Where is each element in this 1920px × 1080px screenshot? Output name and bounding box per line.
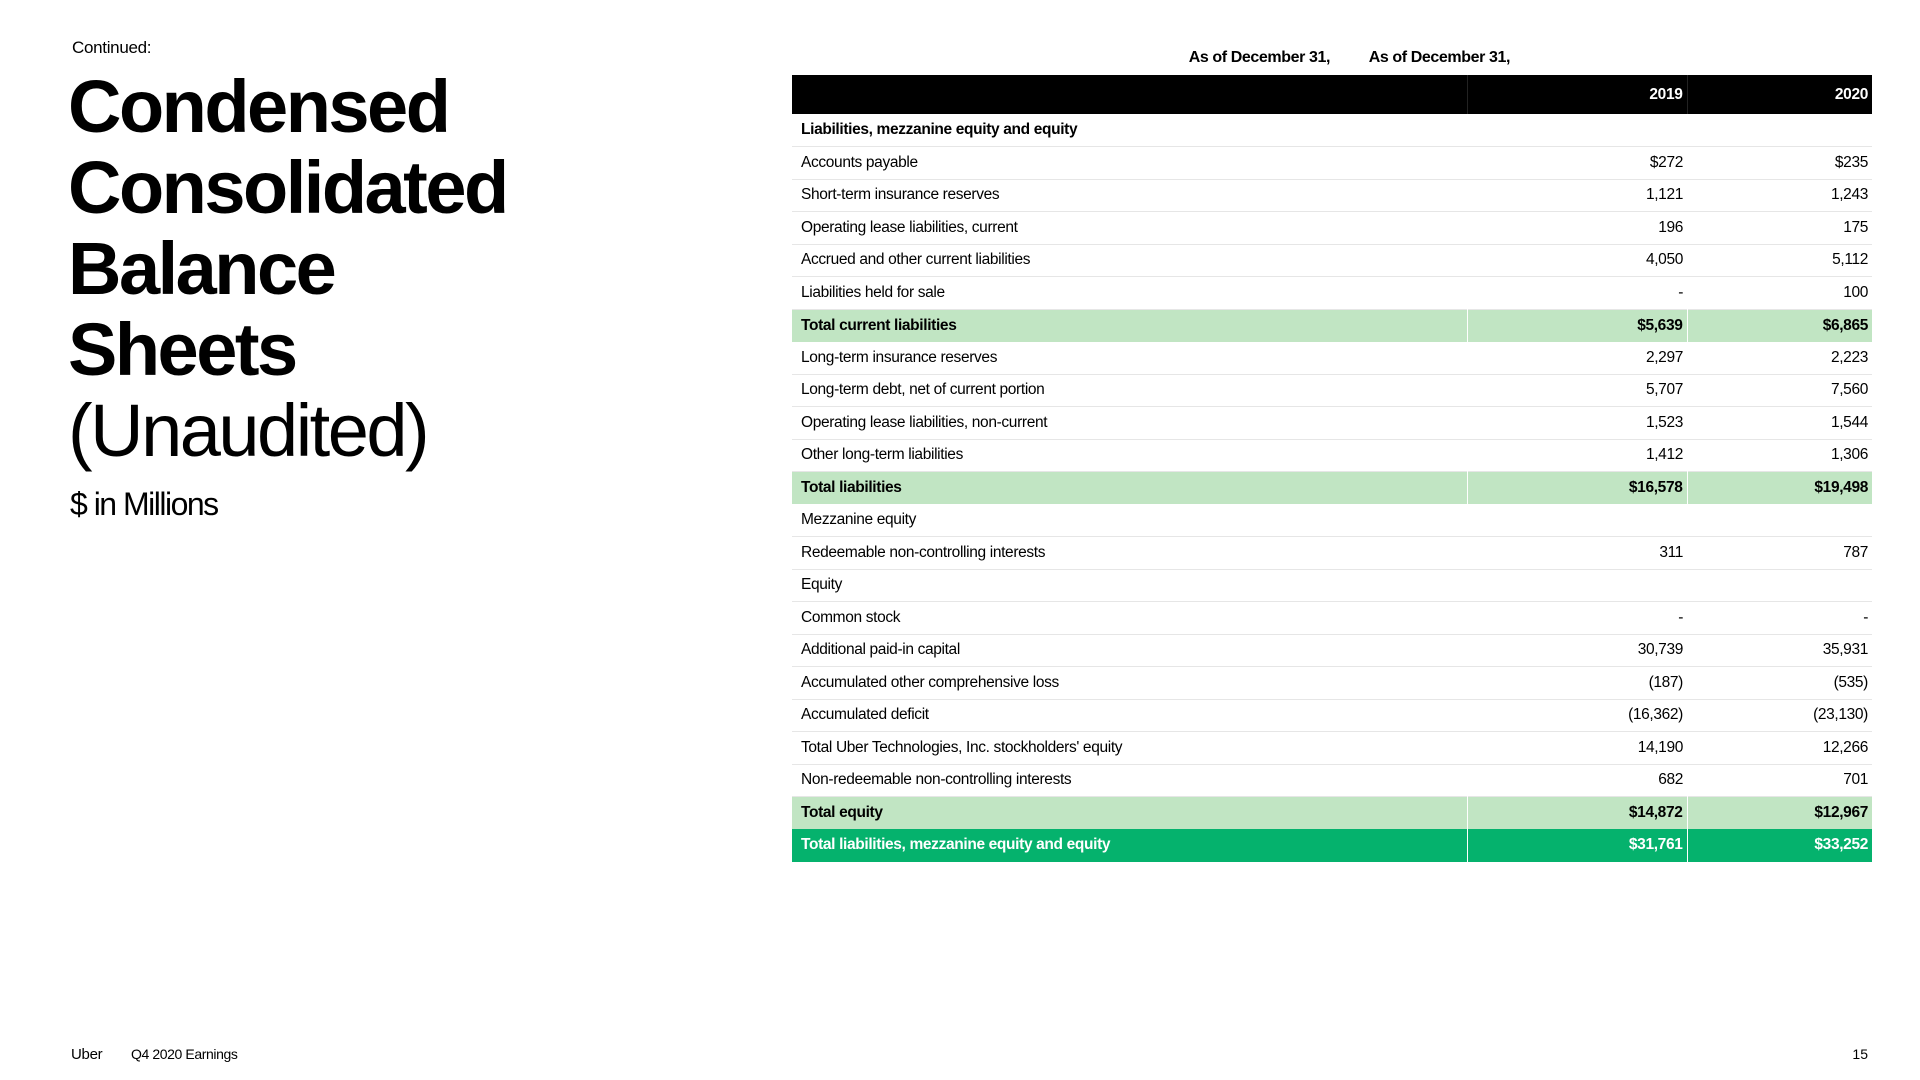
title-line-unaudited: (Unaudited) bbox=[68, 389, 428, 472]
value-2020: 1,306 bbox=[1830, 446, 1868, 464]
table-row bbox=[792, 602, 1872, 635]
value-2019 bbox=[1467, 504, 1687, 537]
row-label: Liabilities, mezzanine equity and equity bbox=[801, 121, 1078, 138]
value-2019: 682 bbox=[1658, 771, 1683, 789]
balance-sheet-table bbox=[792, 75, 1872, 862]
value-2019: $272 bbox=[1649, 153, 1683, 171]
footer-brand: Uber bbox=[71, 1046, 103, 1063]
value-2019: 311 bbox=[1659, 543, 1683, 561]
row-label: Long-term insurance reserves bbox=[801, 348, 998, 366]
row-label: Total equity bbox=[801, 804, 883, 821]
value-2020 bbox=[1687, 569, 1872, 602]
row-label: Non-redeemable non-controlling interests bbox=[801, 771, 1072, 789]
table-row bbox=[792, 212, 1872, 245]
row-label: Total Uber Technologies, Inc. stockholders' equity bbox=[801, 738, 1123, 756]
value-2019: $31,761 bbox=[1467, 829, 1687, 862]
value-2020: 12,266 bbox=[1822, 738, 1868, 756]
row-label: Accumulated other comprehensive loss bbox=[801, 673, 1059, 691]
value-2020: 787 bbox=[1843, 543, 1868, 561]
table-row bbox=[792, 537, 1872, 570]
value-2020: 1,243 bbox=[1830, 186, 1868, 204]
value-2020: 2,223 bbox=[1830, 348, 1868, 366]
table-row bbox=[792, 277, 1872, 310]
value-2019: (16,362) bbox=[1628, 706, 1683, 724]
row-label: Equity bbox=[801, 576, 842, 594]
value-2020: (23,130) bbox=[1813, 706, 1868, 724]
units-label: $ in Millions bbox=[70, 486, 218, 522]
row-label: Short-term insurance reserves bbox=[801, 186, 1000, 204]
value-2019 bbox=[1467, 114, 1687, 147]
table-row bbox=[792, 342, 1872, 375]
continued-label: Continued: bbox=[72, 38, 152, 57]
grand-total-row bbox=[792, 829, 1872, 862]
table-row bbox=[792, 504, 1872, 537]
value-2019: 5,707 bbox=[1645, 381, 1683, 399]
value-2020 bbox=[1687, 114, 1872, 147]
value-2019: - bbox=[1678, 608, 1683, 626]
row-label: Long-term debt, net of current portion bbox=[801, 381, 1045, 399]
subtotal-row bbox=[792, 472, 1872, 505]
table-row bbox=[792, 407, 1872, 440]
page-title bbox=[68, 66, 507, 471]
subtotal-row bbox=[792, 309, 1872, 342]
title-line: Sheets bbox=[68, 308, 296, 391]
footer-subtitle: Q4 2020 Earnings bbox=[131, 1046, 238, 1062]
balance-sheet-table-container bbox=[792, 75, 1872, 862]
table-row bbox=[792, 569, 1872, 602]
table-row bbox=[792, 667, 1872, 700]
value-2019: 14,190 bbox=[1637, 738, 1683, 756]
row-label: Redeemable non-controlling interests bbox=[801, 543, 1046, 561]
table-row bbox=[792, 439, 1872, 472]
row-label: Total liabilities bbox=[801, 479, 902, 496]
section-row bbox=[792, 114, 1872, 147]
title-line: Condensed bbox=[68, 65, 449, 148]
row-label: Mezzanine equity bbox=[801, 511, 917, 528]
value-2019: 2,297 bbox=[1645, 348, 1683, 366]
value-2020: $12,967 bbox=[1687, 797, 1872, 830]
value-2020: 5,112 bbox=[1832, 251, 1868, 269]
column-caption-2020: As of December 31, bbox=[1368, 49, 1510, 66]
value-2019: $16,578 bbox=[1467, 472, 1687, 505]
row-label: Operating lease liabilities, current bbox=[801, 218, 1018, 236]
title-line: Consolidated bbox=[68, 146, 507, 229]
row-label: Accounts payable bbox=[801, 153, 918, 171]
row-label: Liabilities held for sale bbox=[801, 283, 945, 301]
value-2020: 100 bbox=[1843, 283, 1868, 301]
value-2019: 196 bbox=[1658, 218, 1683, 236]
row-label: Operating lease liabilities, non-current bbox=[801, 413, 1048, 431]
table-row bbox=[792, 699, 1872, 732]
row-label: Additional paid-in capital bbox=[801, 641, 960, 659]
table-row bbox=[792, 374, 1872, 407]
page-number: 15 bbox=[1852, 1046, 1868, 1062]
value-2020: 701 bbox=[1843, 771, 1868, 789]
row-label: Total liabilities, mezzanine equity and equity bbox=[801, 836, 1111, 854]
row-label: Total current liabilities bbox=[801, 316, 957, 334]
value-2020: $6,865 bbox=[1687, 309, 1872, 342]
table-row bbox=[792, 179, 1872, 212]
value-2020: (535) bbox=[1833, 673, 1868, 691]
value-2020 bbox=[1687, 504, 1872, 537]
value-2019 bbox=[1467, 569, 1687, 602]
value-2020: $19,498 bbox=[1687, 472, 1872, 505]
row-label: Accumulated deficit bbox=[801, 706, 929, 724]
value-2019: $14,872 bbox=[1467, 797, 1687, 830]
value-2020: - bbox=[1863, 608, 1868, 626]
value-2020: $235 bbox=[1834, 153, 1868, 171]
header-year-2020: 2020 bbox=[1834, 85, 1868, 103]
table-row bbox=[792, 732, 1872, 765]
value-2020: $33,252 bbox=[1687, 829, 1872, 862]
value-2019: - bbox=[1678, 283, 1683, 301]
column-caption-2019: As of December 31, bbox=[1188, 49, 1330, 66]
table-header-row bbox=[792, 75, 1872, 114]
value-2019: $5,639 bbox=[1467, 309, 1687, 342]
title-line: Balance bbox=[68, 227, 335, 310]
table-row bbox=[792, 634, 1872, 667]
table-row bbox=[792, 147, 1872, 180]
value-2020: 7,560 bbox=[1830, 381, 1868, 399]
value-2020: 35,931 bbox=[1822, 641, 1868, 659]
header-year-2019: 2019 bbox=[1467, 75, 1687, 114]
header-label-cell bbox=[792, 75, 1467, 114]
row-label: Other long-term liabilities bbox=[801, 446, 963, 464]
value-2019: 4,050 bbox=[1645, 251, 1683, 269]
value-2020: 175 bbox=[1843, 218, 1868, 236]
value-2019: (187) bbox=[1648, 673, 1683, 691]
value-2019: 1,412 bbox=[1645, 446, 1683, 464]
table-row bbox=[792, 244, 1872, 277]
table-row bbox=[792, 764, 1872, 797]
value-2019: 1,523 bbox=[1645, 413, 1683, 431]
row-label: Accrued and other current liabilities bbox=[801, 251, 1031, 269]
value-2019: 1,121 bbox=[1645, 186, 1683, 204]
row-label: Common stock bbox=[801, 608, 901, 626]
value-2019: 30,739 bbox=[1637, 641, 1683, 659]
table-body bbox=[792, 114, 1872, 862]
value-2020: 1,544 bbox=[1830, 413, 1868, 431]
subtotal-row bbox=[792, 797, 1872, 830]
